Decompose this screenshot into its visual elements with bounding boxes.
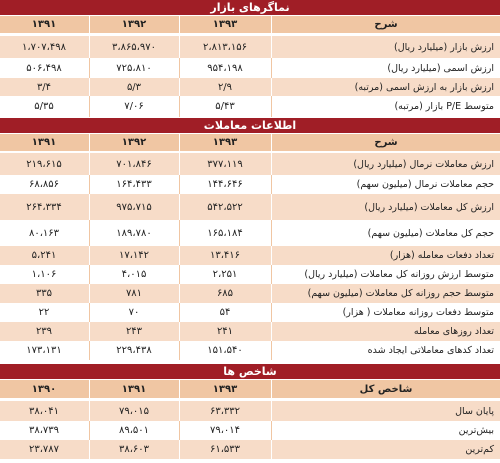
table-row (0, 153, 500, 175)
table-row (0, 58, 500, 78)
market-indicators-header-row (0, 16, 500, 33)
row-label: تعداد کدهای معاملاتی ایجاد شده (367, 345, 494, 356)
table-row (0, 341, 500, 360)
column-header-description: شاخص کل (359, 383, 413, 395)
row-value: ۹۵۴،۱۹۸ (179, 58, 272, 78)
table-row (0, 284, 500, 303)
row-value: ۲،۲۵۱ (179, 265, 272, 284)
table-row (0, 175, 500, 194)
row-value: ۵۴ (179, 303, 272, 322)
row-value: ۵،۲۴۱ (0, 246, 90, 265)
column-header-year: ۱۳۹۱ (0, 16, 90, 33)
column-header-year: ۱۳۹۳ (179, 380, 272, 398)
table-row (0, 401, 500, 421)
row-value: ۴،۰۱۵ (89, 265, 180, 284)
row-value: ۳/۴ (0, 78, 90, 96)
row-label: متوسط دفعات روزانه معاملات ( هزار) (342, 307, 494, 318)
row-value: ۳۳۵ (0, 284, 90, 303)
column-header-year: ۱۳۹۲ (89, 134, 180, 151)
indices-title: شاخص ها (0, 364, 500, 379)
row-value: ۵/۴۳ (179, 96, 272, 117)
table-row (0, 322, 500, 341)
row-value: ۹۷۵،۷۱۵ (89, 194, 180, 220)
row-value: ۱۷۳،۱۳۱ (0, 341, 90, 360)
table-row (0, 421, 500, 440)
row-value: ۸۹،۵۰۱ (89, 421, 180, 440)
table-row (0, 440, 500, 459)
row-value: ۵۴۲،۵۲۲ (179, 194, 272, 220)
row-value: ۶۳،۳۳۲ (179, 401, 272, 421)
row-value: ۳،۸۶۵،۹۷۰ (89, 36, 180, 58)
row-value: ۲۴۱ (179, 322, 272, 341)
table-row (0, 78, 500, 96)
row-value: ۲۲۹،۴۳۸ (89, 341, 180, 360)
row-value: ۲۱۹،۶۱۵ (0, 153, 90, 175)
trading-info-title: اطلاعات معاملات (0, 118, 500, 133)
row-label: ارزش معاملات نرمال (میلیارد ریال) (353, 158, 494, 170)
row-label: ارزش کل معاملات (میلیارد ریال) (364, 201, 494, 213)
column-header-year: ۱۳۹۲ (89, 16, 180, 33)
row-value: ۱،۱۰۶ (0, 265, 90, 284)
trading-info-header-row (0, 134, 500, 151)
row-value: ۱۶۵،۱۸۴ (179, 220, 272, 246)
row-value: ۷۹،۰۱۵ (89, 401, 180, 421)
row-value: ۱۴۴،۶۴۶ (179, 175, 272, 194)
row-value: ۳۸،۷۳۹ (0, 421, 90, 440)
row-label: متوسط حجم روزانه کل معاملات (میلیون سهم) (307, 288, 494, 299)
row-label: تعداد روزهای معامله (413, 326, 494, 337)
row-value: ۲۴۳ (89, 322, 180, 341)
row-value: ۵/۳ (89, 78, 180, 96)
row-value: ۷۰۱،۸۴۶ (89, 153, 180, 175)
column-header-year: ۱۳۹۰ (0, 380, 90, 398)
row-label: حجم کل معاملات (میلیون سهم) (367, 227, 494, 239)
row-value: ۱۵۱،۵۴۰ (179, 341, 272, 360)
table-row (0, 220, 500, 246)
row-label: کم‌ترین (465, 444, 494, 455)
row-label: متوسط P/E بازار (مرتبه) (394, 101, 494, 112)
row-value: ۵۰۶،۴۹۸ (0, 58, 90, 78)
indices-header-row (0, 380, 500, 398)
row-label: بیش‌ترین (458, 425, 494, 436)
row-value: ۲،۸۱۳،۱۵۶ (179, 36, 272, 58)
table-row (0, 36, 500, 58)
column-header-year: ۱۳۹۳ (179, 134, 272, 151)
row-value: ۲۳۹ (0, 322, 90, 341)
row-value: ۷۸۱ (89, 284, 180, 303)
row-value: ۳۸،۰۴۱ (0, 401, 90, 421)
row-value: ۸۰،۱۶۳ (0, 220, 90, 246)
column-header-year: ۱۳۹۳ (179, 16, 272, 33)
row-label: ارزش بازار (میلیارد ریال) (394, 41, 494, 53)
market-indicators-title: نماگرهای بازار (0, 0, 500, 15)
row-value: ۱۳،۴۱۶ (179, 246, 272, 265)
table-row (0, 246, 500, 265)
column-header-description: شرح (374, 19, 398, 30)
row-value: ۲۶۴،۳۳۴ (0, 194, 90, 220)
row-value: ۷۰ (89, 303, 180, 322)
row-value: ۱،۷۰۷،۴۹۸ (0, 36, 90, 58)
row-value: ۲۲ (0, 303, 90, 322)
row-value: ۶۸۵ (179, 284, 272, 303)
table-row (0, 303, 500, 322)
row-value: ۲۳،۷۸۷ (0, 440, 90, 459)
row-value: ۵/۳۵ (0, 96, 90, 117)
row-value: ۳۸،۶۰۳ (89, 440, 180, 459)
row-value: ۷۲۵،۸۱۰ (89, 58, 180, 78)
row-label: ارزش اسمی (میلیارد ریال) (387, 62, 494, 74)
row-label: پایان سال (455, 405, 494, 417)
column-header-description: شرح (374, 137, 398, 148)
row-label: متوسط ارزش روزانه کل معاملات (میلیارد ریال) (304, 269, 494, 280)
row-label: تعداد دفعات معامله (هزار) (389, 250, 494, 261)
column-header-year: ۱۳۹۱ (0, 134, 90, 151)
row-value: ۶۱،۵۳۳ (179, 440, 272, 459)
row-value: ۲/۹ (179, 78, 272, 96)
row-label: ارزش بازار به ارزش اسمی (مرتبه) (354, 81, 494, 93)
row-value: ۳۷۷،۱۱۹ (179, 153, 272, 175)
row-label: حجم معاملات نرمال (میلیون سهم) (356, 179, 494, 190)
row-value: ۷۹،۰۱۴ (179, 421, 272, 440)
row-value: ۱۷،۱۴۲ (89, 246, 180, 265)
row-value: ۱۸۹،۷۸۰ (89, 220, 180, 246)
row-value: ۶۸،۸۵۶ (0, 175, 90, 194)
row-value: ۱۶۴،۴۳۳ (89, 175, 180, 194)
table-row (0, 265, 500, 284)
table-row (0, 96, 500, 117)
row-value: ۷/۰۶ (89, 96, 180, 117)
column-header-year: ۱۳۹۱ (89, 380, 180, 398)
table-row (0, 194, 500, 220)
